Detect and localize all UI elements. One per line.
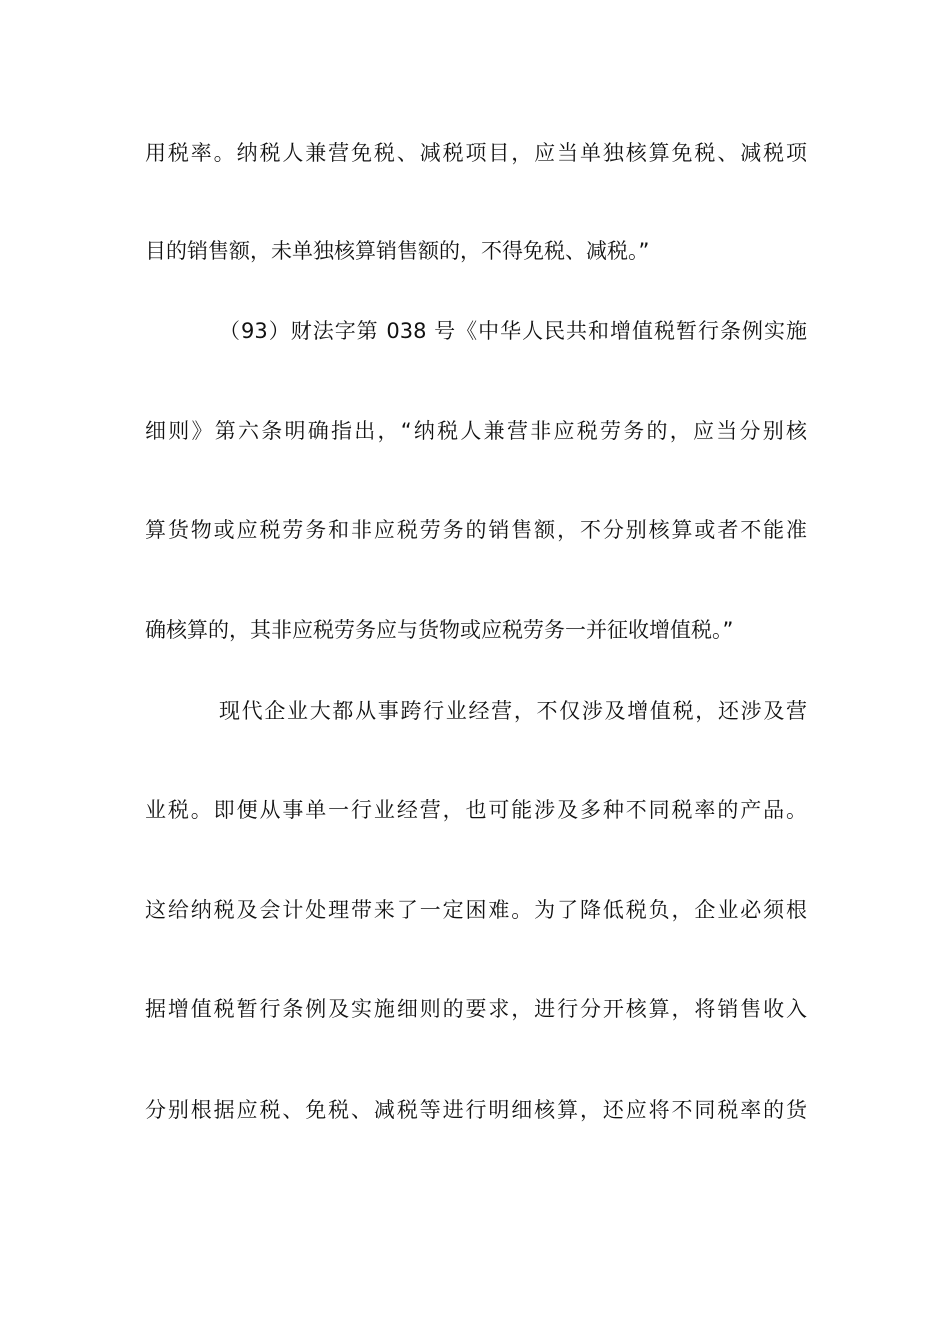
text-line-1: 用税率。纳税人兼营免税、减税项目，应当单独核算免税、减税项 (145, 141, 807, 165)
text-line-4: 细则》第六条明确指出，“纳税人兼营非应税劳务的，应当分别核 (145, 419, 807, 443)
text-line-2: 目的销售额，未单独核算销售额的，不得免税、减税。” (145, 239, 650, 263)
text-line-8: 业税。即便从事单一行业经营，也可能涉及多种不同税率的产品。 (145, 798, 807, 822)
text-line-11: 分别根据应税、免税、减税等进行明细核算，还应将不同税率的货 (145, 1098, 807, 1122)
text-line-5: 算货物或应税劳务和非应税劳务的销售额，不分别核算或者不能准 (145, 518, 807, 542)
text-line-9: 这给纳税及会计处理带来了一定困难。为了降低税负，企业必须根 (145, 898, 807, 922)
text-line-10: 据增值税暂行条例及实施细则的要求，进行分开核算，将销售收入 (145, 997, 807, 1021)
text-line-6: 确核算的，其非应税劳务应与货物或应税劳务一并征收增值税。” (145, 618, 734, 642)
text-line-3: （93）财法字第 038 号《中华人民共和增值税暂行条例实施 (219, 319, 807, 343)
text-line-7: 现代企业大都从事跨行业经营，不仅涉及增值税，还涉及营 (219, 699, 807, 723)
